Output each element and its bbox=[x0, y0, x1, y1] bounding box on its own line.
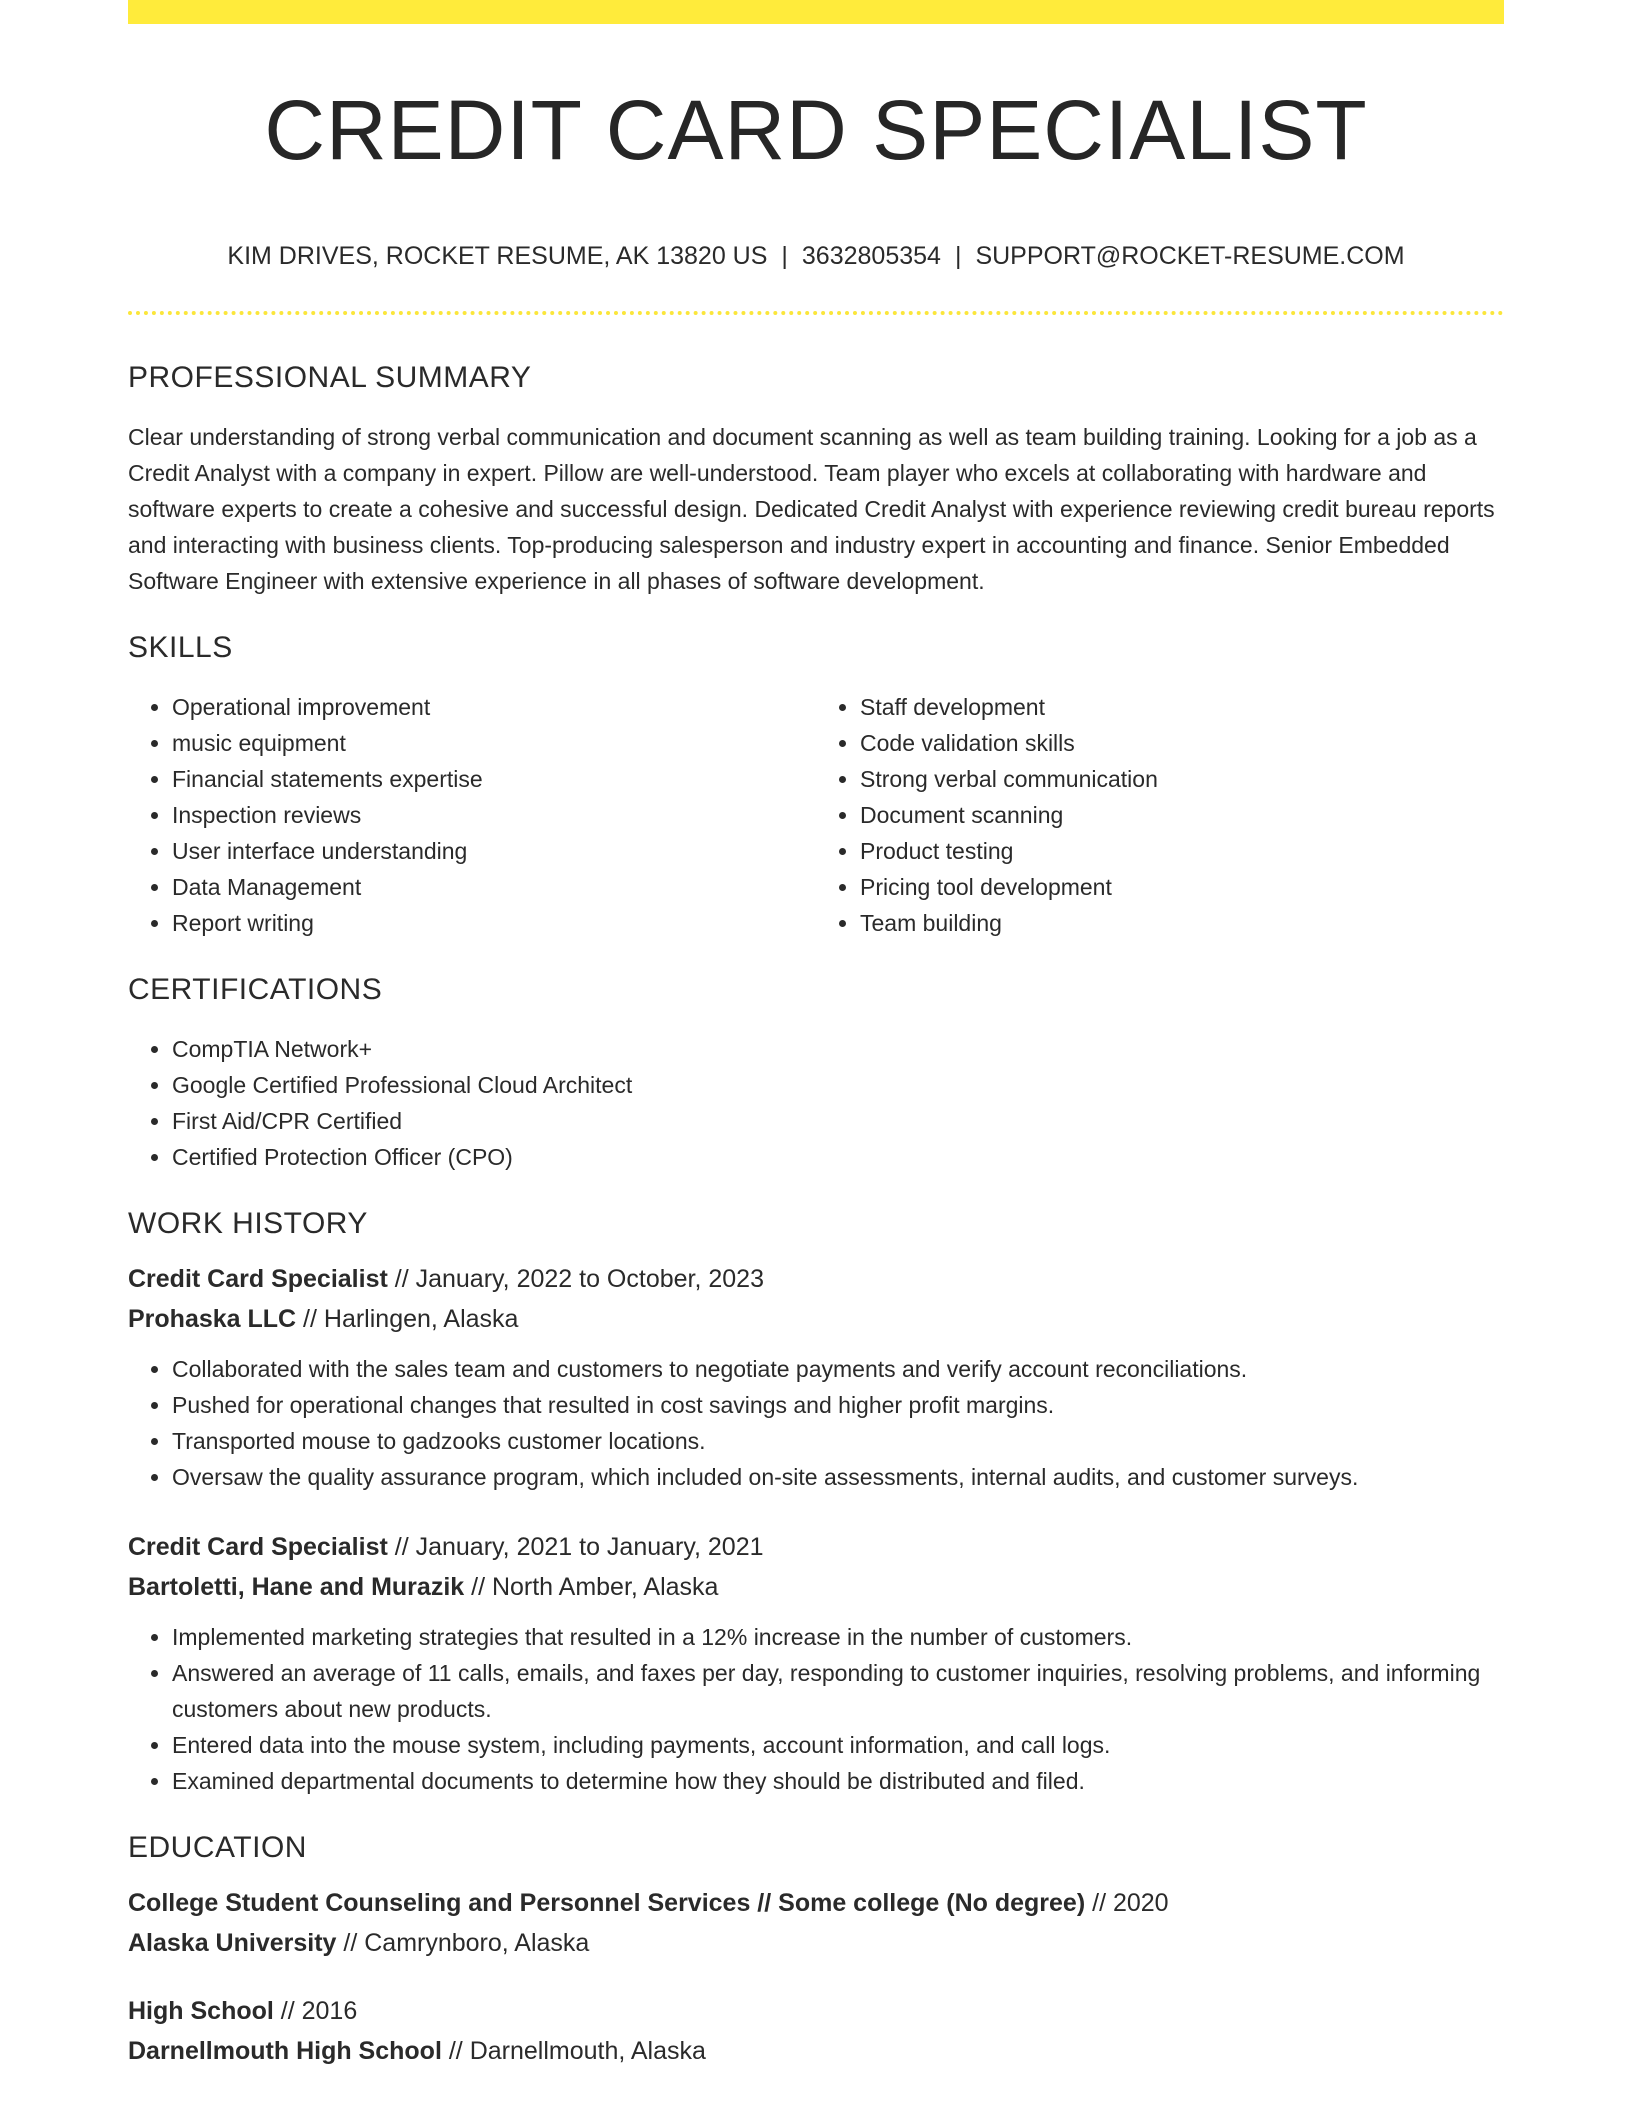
certification-item: • CompTIA Network+ bbox=[172, 1031, 1504, 1067]
resume-title: CREDIT CARD SPECIALIST bbox=[264, 83, 1368, 177]
job-title-line bbox=[128, 1527, 1504, 1567]
skill-item: • Inspection reviews bbox=[172, 797, 816, 833]
skill-item: • Product testing bbox=[860, 833, 1504, 869]
summary-text: Clear understanding of strong verbal communication and document scanning as well as team building training. Looking for a job as a Credit Analyst with a company in expert. Pillow are well-understood. Team player who excels at collaborating with hardware and software experts to create a cohesive and successful design. Dedicated Credit Analyst with experience reviewing credit bureau reports and interacting with business clients. Top-producing salesperson and industry expert in accounting and finance. Senior Embedded Software Engineer with extensive experience in all phases of software development. bbox=[128, 424, 1495, 595]
contact-separator: | bbox=[781, 242, 788, 271]
contact-line bbox=[128, 244, 1504, 269]
education-location: // Camrynboro, Alaska bbox=[336, 1929, 590, 1958]
skills-list-right bbox=[816, 689, 1504, 941]
job-bullet: • Entered data into the mouse system, including payments, account information, and call logs. bbox=[172, 1727, 1504, 1763]
education-degree: High School bbox=[128, 1997, 274, 2026]
education-year: // 2020 bbox=[1085, 1889, 1169, 1918]
top-accent-bar bbox=[128, 0, 1504, 24]
job-bullet: • Implemented marketing strategies that resulted in a 12% increase in the number of customers. bbox=[172, 1619, 1504, 1655]
summary-heading: PROFESSIONAL SUMMARY bbox=[128, 361, 532, 395]
education-entry bbox=[128, 1991, 1504, 2071]
certification-item: • First Aid/CPR Certified bbox=[172, 1103, 1504, 1139]
contact-separator: | bbox=[954, 242, 962, 271]
job-company: Bartoletti, Hane and Murazik bbox=[128, 1573, 465, 1602]
job-company-line bbox=[128, 1299, 1504, 1339]
skills-list-left bbox=[128, 689, 816, 941]
skill-item: • music equipment bbox=[172, 725, 816, 761]
skills-columns bbox=[128, 689, 1504, 941]
skill-item: • Pricing tool development bbox=[860, 869, 1504, 905]
skill-item: • Data Management bbox=[172, 869, 816, 905]
education-year: // 2016 bbox=[273, 1997, 358, 2026]
education-school: Darnellmouth High School bbox=[128, 2037, 442, 2066]
resume-page bbox=[128, 0, 1504, 2071]
skills-heading: SKILLS bbox=[128, 631, 233, 665]
job-dates: // January, 2022 to October, 2023 bbox=[387, 1265, 764, 1294]
dotted-divider bbox=[128, 311, 1504, 315]
job-bullets bbox=[128, 1619, 1504, 1799]
job-entry bbox=[128, 1527, 1504, 1799]
skill-item: • Code validation skills bbox=[860, 725, 1504, 761]
job-bullets bbox=[128, 1351, 1504, 1495]
job-company: Prohaska LLC bbox=[128, 1305, 297, 1334]
education-degree-line bbox=[128, 1991, 1504, 2031]
job-bullet: • Oversaw the quality assurance program, which included on-site assessments, internal audits, and customer surveys. bbox=[172, 1459, 1504, 1495]
contact-email[interactable]: SUPPORT@ROCKET-RESUME.COM bbox=[975, 242, 1405, 271]
job-company-line bbox=[128, 1567, 1504, 1607]
education-school-line bbox=[128, 2031, 1504, 2071]
education-degree: College Student Counseling and Personnel Services // Some college (No degree) bbox=[128, 1889, 1086, 1918]
job-role: Credit Card Specialist bbox=[128, 1533, 388, 1562]
job-location: // North Amber, Alaska bbox=[464, 1573, 719, 1602]
skill-item: • User interface understanding bbox=[172, 833, 816, 869]
skill-item: • Team building bbox=[860, 905, 1504, 941]
skill-item: • Strong verbal communication bbox=[860, 761, 1504, 797]
job-bullet: • Pushed for operational changes that resulted in cost savings and higher profit margins. bbox=[172, 1387, 1504, 1423]
education-heading: EDUCATION bbox=[128, 1831, 307, 1865]
work-history-heading: WORK HISTORY bbox=[128, 1207, 368, 1241]
job-dates: // January, 2021 to January, 2021 bbox=[387, 1533, 764, 1562]
skill-item: • Document scanning bbox=[860, 797, 1504, 833]
job-bullet: • Examined departmental documents to determine how they should be distributed and filed. bbox=[172, 1763, 1504, 1799]
contact-phone: 3632805354 bbox=[801, 242, 941, 271]
job-bullet: • Transported mouse to gadzooks customer locations. bbox=[172, 1423, 1504, 1459]
skill-item: • Financial statements expertise bbox=[172, 761, 816, 797]
education-school-line bbox=[128, 1923, 1504, 1963]
job-bullet: • Answered an average of 11 calls, emails, and faxes per day, responding to customer inquiries, resolving problems, and informing customers about new products. bbox=[172, 1655, 1504, 1727]
job-location: // Harlingen, Alaska bbox=[296, 1305, 519, 1334]
education-entry bbox=[128, 1883, 1504, 1963]
certifications-list bbox=[128, 1031, 1504, 1175]
job-title-line bbox=[128, 1259, 1504, 1299]
skill-item: • Report writing bbox=[172, 905, 816, 941]
contact-address: KIM DRIVES, ROCKET RESUME, AK 13820 US bbox=[227, 242, 768, 271]
skill-item: • Operational improvement bbox=[172, 689, 816, 725]
education-location: // Darnellmouth, Alaska bbox=[441, 2037, 706, 2066]
certification-item: • Google Certified Professional Cloud Architect bbox=[172, 1067, 1504, 1103]
certifications-heading: CERTIFICATIONS bbox=[128, 973, 383, 1007]
job-bullet: • Collaborated with the sales team and customers to negotiate payments and verify account reconciliations. bbox=[172, 1351, 1504, 1387]
education-degree-line bbox=[128, 1883, 1504, 1923]
skill-item: • Staff development bbox=[860, 689, 1504, 725]
job-entry bbox=[128, 1259, 1504, 1495]
job-role: Credit Card Specialist bbox=[128, 1265, 388, 1294]
certification-item: • Certified Protection Officer (CPO) bbox=[172, 1139, 1504, 1175]
education-school: Alaska University bbox=[128, 1929, 337, 1958]
